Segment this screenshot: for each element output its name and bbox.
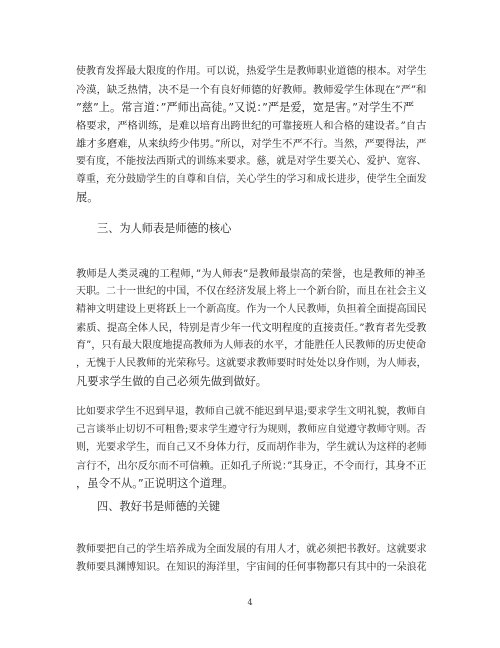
text-line: 己言谈举止切切不可粗鲁;要求学生遵守行为规则，教师应自觉遵守教师守则。否 (76, 424, 427, 435)
section-heading-4: 四、教好书是师德的关键 (97, 500, 221, 513)
text-line: 要有度，不能按法西斯式的训练来要求。慈，就是对学生要关心、爱护、宽容、 (76, 156, 427, 167)
text-line: 凡要求学生做的自己必须先做到做好。 (76, 375, 268, 388)
paragraph-2 (76, 265, 426, 391)
text-line: ，虽令不从。”正说明这个道理。 (76, 477, 234, 490)
text-line: 教师是人类灵魂的工程师，”为人师表”是教师最崇高的荣誉，也是教师的神圣 (76, 268, 426, 280)
text-line: 展。 (76, 191, 99, 204)
text-line: 精神文明建设上更将跃上一个新高度。作为一个人民教师，负担着全面提高国民 (76, 304, 427, 315)
text-line: ”慈”上。常言道：”严师出高徒。”又说：”严是爱，宽是害。”对学生不严 (76, 101, 415, 114)
paragraph-1 (76, 63, 426, 207)
paragraph-4 (76, 541, 426, 577)
text-line: 教师要具渊博知识。在知识的海洋里，宇宙间的任何事物都只有其中的一朵浪花 (76, 562, 427, 573)
text-line: 比如要求学生不迟到早退，教师自己就不能迟到早退;要求学生文明礼貌，教师自 (76, 406, 427, 417)
text-line: 言行不，出尔反尔而不可信赖。正如孔子所说：”其身正，不令而行，其身不正 (76, 460, 427, 472)
text-line: 天职。二十一世纪的中国，不仅在经济发展上将上一个新台阶，而且在社会主义 (76, 286, 427, 297)
section-heading-3: 三、为人师表是师德的核心 (97, 222, 232, 235)
text-line: 教师要把自己的学生培养成为全面发展的有用人才，就必须把书教好。这就要求 (76, 544, 427, 555)
text-line: ，无愧于人民教师的光荣称号。这就要求教师要时时处处以身作则，为人师表， (76, 358, 427, 369)
text-line: 则，光要求学生，而自己又不身体力行，反而胡作非为，学生就认为这样的老师 (76, 442, 427, 453)
text-line: 育”，只有最大限度地提高教师为人师表的水平，才能胜任人民教师的历史使命 (76, 340, 427, 351)
text-line: 雄才多磨难，从来纨绔少伟男。”所以，对学生不严不行。当然，严要得法，严 (76, 138, 427, 150)
text-line: 冷漠，缺乏热情，决不是一个有良好师德的好教师。教师爱学生体现在”严”和 (76, 84, 427, 96)
page-number: 4 (247, 598, 253, 607)
text-line: 尊重，充分鼓励学生的自尊和自信，关心学生的学习和成长进步，使学生全面发 (76, 174, 427, 185)
text-line: 格要求，严格训练，是难以培育出跨世纪的可靠接班人和合格的建设者。”自古 (76, 120, 427, 132)
paragraph-3 (76, 403, 426, 493)
text-line: 使教育发挥最大限度的作用。可以说，热爱学生是教师职业道德的根本。对学生 (76, 66, 427, 77)
text-line: 素质、提高全体人民，特别是青少年一代文明程度的直接责任。”教育者先受教 (76, 322, 427, 334)
